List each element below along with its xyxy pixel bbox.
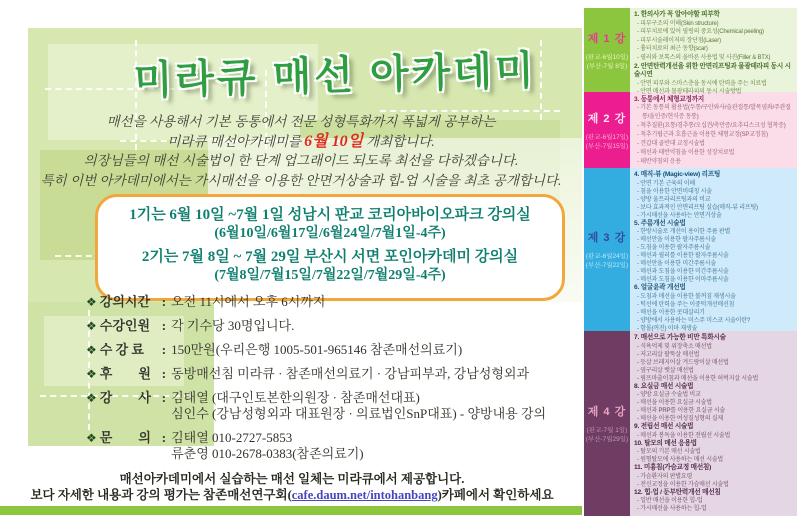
curriculum-section-4 xyxy=(584,331,797,516)
topic-heading: 2. 안면탄력개선을 위한 안면리프팅과 물광테라피 동시 시술시연 xyxy=(634,62,791,79)
topic-item: - 피부치료에 있어 필링의 중요성(Chemical peeling) xyxy=(637,29,764,36)
info-value-line: 150만원(우리은행 1005-501-965146 참존매선의료기) xyxy=(171,342,463,357)
topic-item: - 림프마출이침과 매선을 이용한 허벅지살 시술법 xyxy=(637,375,759,382)
schedule-box xyxy=(95,194,565,301)
topic-heading: 11. 미흉침(가슴교정 매선침) xyxy=(634,464,712,471)
topic-item: - 양방 요실금 수술법 비교 xyxy=(637,392,701,398)
diamond-bullet-icon: ❖ xyxy=(86,343,97,357)
topic-item: - 안면 기본 근육의 이해 xyxy=(637,180,696,187)
info-label: 후 원 xyxy=(99,366,151,381)
open-date-highlight: 6월 10일 xyxy=(304,132,364,150)
session1-line: 1기는 6월 10일 ~7월 1일 성남시 판교 코리아바이오파크 강의실 xyxy=(129,207,531,223)
info-value-line: 오전 11시에서 오후 6시까지 xyxy=(171,294,326,309)
topic-item: - 탈모의 기본 매선 시술법 xyxy=(637,449,701,455)
info-colon: : xyxy=(161,390,167,405)
info-value-line: 심인수 (강남성형외과 대표원장 · 의료법인SnP대표) - 양방내용 강의 xyxy=(171,406,547,421)
cafe-link[interactable]: cafe.daum.net/intohanbang xyxy=(291,488,438,502)
info-value-line: 김태열 (대구인토본한의원장 · 참존매선대표) xyxy=(171,390,420,405)
topic-item: - 양방 울트라리프팅과의 비교 xyxy=(637,196,711,203)
topic-heading: 4. 매직-뷰 (Magic-view) 리프팅 xyxy=(634,171,721,178)
info-colon: : xyxy=(161,342,167,357)
topic-heading: 6. 얼굴윤곽 개선법 xyxy=(634,284,686,291)
topic-item: - 양방에서 사용하는 미스주 미스코 시술이란? xyxy=(637,317,750,324)
info-values xyxy=(171,366,529,382)
bottom-green-bar xyxy=(0,506,582,515)
topic-item: - 피부시술레이저의 장단점(Laser) xyxy=(637,37,721,44)
info-value-line: 동방매선침 미라큐 · 참존매선의료기 · 강남피부과, 강남성형외과 xyxy=(171,366,530,381)
section-label-text: 제 1 강 xyxy=(587,32,627,45)
curriculum-section-2 xyxy=(584,92,797,168)
curriculum-panel xyxy=(584,8,797,516)
topic-item: - 매선과 PRP를 이용한 요실금 시술 xyxy=(637,408,726,414)
info-label: 강 사 xyxy=(99,390,151,405)
topic-item: - 흉터치료의 최근 동향(scar) xyxy=(637,46,708,53)
info-value-line: 김태열 010-2727-5853 xyxy=(171,430,293,445)
info-colon: : xyxy=(161,430,167,445)
topic-item: - 매선을 이용한 콧대살리기 xyxy=(637,309,705,316)
info-values xyxy=(171,390,546,422)
topic-item: - 가시매선을 사용하는 안면거상술 xyxy=(637,212,722,219)
topic-heading: 8. 요실금 매선 시술법 xyxy=(634,382,694,390)
topic-item: - 매선과 봉독을 이용한 전립선 시술법 xyxy=(637,432,731,439)
topic-item: - 척추기립근과 호흡근을 이용한 체형교정(SP교정침) xyxy=(637,132,768,138)
info-row-1 xyxy=(86,294,572,310)
topic-item: - 매선과 필러를 이용한 팔자주름시술 xyxy=(637,253,729,259)
diamond-bullet-icon: ❖ xyxy=(86,391,97,405)
topic-item: - 가슴환자의 판별요령 xyxy=(637,473,693,480)
topic-item: - 보다 효과적인 안면리프팅 실습(매직-뷰 리프팅) xyxy=(637,204,758,211)
footer-line2: 보다 자세한 내용과 강의 평가는 참존매선연구회(cafe.daum.net/intohanbang)카페에서 확인하세요 xyxy=(30,488,554,502)
section-date: (판교-6월10일) xyxy=(585,53,629,61)
info-value-line: 각 기수당 30명입니다. xyxy=(171,318,295,333)
info-values xyxy=(171,342,462,358)
section-content xyxy=(630,92,797,168)
poster-title: 미라큐 매선 아카데미 xyxy=(133,48,538,104)
topic-item: - 옆구리살 뱃살 매선법 xyxy=(637,367,694,374)
section-date: (부산-7월15일) xyxy=(585,142,629,150)
section-content xyxy=(630,168,797,331)
topic-item: - 척추질환(요통/경추통/오십견/측만증/요추디스크성 협착증) xyxy=(637,123,786,129)
info-row-3 xyxy=(86,342,572,358)
topic-item: - 등살 브래지어살 겨드랑이살 매선법 xyxy=(637,359,729,366)
topic-item: - 함몰(꺼진) 이마 재생술 xyxy=(637,325,698,332)
info-values xyxy=(171,318,294,334)
intro-paragraph xyxy=(25,112,577,190)
topic-item: - 도침과 매선을 이용한 볼꺼짐 재생시술 xyxy=(637,293,736,300)
section-label-text: 제 4 강 xyxy=(587,406,627,418)
info-label: 강의시간 xyxy=(99,294,150,309)
topic-heading: 9. 전립선 매선 시술법 xyxy=(634,423,694,430)
diamond-bullet-icon: ❖ xyxy=(86,295,97,309)
intro-line2: 미라큐 매선아카데미를 6월 10일 개최합니다. xyxy=(167,132,435,150)
topic-item: - 안면 피부와 스마스층을 동시에 탄력을 주는 치료법 xyxy=(637,80,767,87)
session1-dates: (6월10일/6월17일/6월24일/7월1일-4주) xyxy=(214,226,446,241)
topic-heading: 7. 매선으로 가능한 비만 특화시술 xyxy=(634,334,726,341)
section-content xyxy=(630,331,797,516)
info-row-2 xyxy=(86,318,572,334)
diamond-bullet-icon: ❖ xyxy=(86,319,97,333)
topic-heading: 5. 주름개선 시술법 xyxy=(634,219,686,227)
footer-line1: 매선아카데미에서 실습하는 매선 일체는 미라큐에서 제공합니다. xyxy=(119,472,465,486)
topic-item: - 매선을 이용한 요실금 시술법 xyxy=(637,400,712,406)
intro-line3: 의장님들의 매선 시술법이 한 단계 업그래이드 되도록 최선을 다하겠습니다. xyxy=(83,153,519,168)
topic-item: - 피부구조의 이해(Skin structure) xyxy=(637,20,719,27)
topic-item: - 전신교정을 이용한 가슴매선 시술법 xyxy=(637,481,729,488)
info-label: 수 강 료 xyxy=(99,342,144,357)
topic-item: - 매선만을 이용한 팔자주름시술 xyxy=(637,237,716,243)
info-row-6 xyxy=(86,430,572,462)
topic-item: - 매선과 도침을 이용한 미간주름시술 xyxy=(637,269,729,275)
topic-item: - 매선을 이용한 여성질성형의 실제 xyxy=(637,416,724,422)
diamond-bullet-icon: ❖ xyxy=(86,431,97,445)
topic-item: - 일반 매선을 이용한 힙-업 xyxy=(637,498,703,504)
section-label-4 xyxy=(584,331,630,516)
topic-item: - 한방시술로 개선이 용이한 주름 판별 xyxy=(637,229,731,235)
topic-item: - 식욕억제 및 위장축소 매선법 xyxy=(637,343,712,350)
topic-item: - 침을 이용한 안면비대칭 시술 xyxy=(637,188,712,195)
curriculum-section-3 xyxy=(584,168,797,331)
section-label-3 xyxy=(584,168,630,331)
section-label-text: 제 3 강 xyxy=(587,232,627,244)
section-label-1 xyxy=(584,8,630,92)
topic-item: - 기본 동통의 활용법(두통/구안와사/슬관절통/발목염좌/주관절통/울인증/현식증 동통) xyxy=(637,105,791,120)
info-colon: : xyxy=(161,318,167,333)
section-date: (부산-7월 8일) xyxy=(586,62,628,70)
info-colon: : xyxy=(161,294,167,309)
info-list xyxy=(86,294,572,470)
section-label-text: 제 2 강 xyxy=(587,112,627,125)
info-colon: : xyxy=(161,366,167,381)
topic-item: - 저고리살 팔뚝살 매선법 xyxy=(637,351,700,358)
section-content xyxy=(630,8,797,96)
topic-item: - 도침을 이용한 팔자주름시술 xyxy=(637,245,711,251)
section-date: (부산-7월29일) xyxy=(585,436,629,443)
info-values xyxy=(171,430,364,462)
section-date: (부산-7월22일) xyxy=(585,262,629,269)
topic-heading: 3. 동통에서 체형교정까지 xyxy=(634,96,705,103)
topic-item: - 원형탈모에 사용하는 매선 시술법 xyxy=(637,457,724,463)
section-date: (판교-6월24일) xyxy=(585,253,629,260)
topic-heading: 1. 한의사가 꼭 알아야할 피부학 xyxy=(634,11,720,18)
section-label-2 xyxy=(584,92,630,168)
topic-item: - 견갑대 골반대 교정시술법 xyxy=(637,141,705,147)
topic-heading: 12. 힙-업 / 둔부탄력개선 매선침 xyxy=(634,488,721,496)
info-value-line: 류춘영 010-2678-0383(참존의료기) xyxy=(171,446,364,461)
topic-item: - 매선만을 이용한 미간주름시술 xyxy=(637,261,716,267)
topic-item: - 안면 매선과 물광테라피의 동시 시술방법 xyxy=(637,89,742,96)
info-label: 수강인원 xyxy=(99,318,150,333)
poster-footer xyxy=(0,471,584,503)
diamond-bullet-icon: ❖ xyxy=(86,367,97,381)
section-date: (판교-6월17일) xyxy=(585,133,629,141)
info-row-4 xyxy=(86,366,572,382)
topic-heading: 10. 탈모의 매선 응용법 xyxy=(634,439,697,447)
info-values xyxy=(171,294,325,310)
intro-line1: 매선을 사용해서 기본 동통에서 전문 성형특화까지 폭넓게 공부하는 xyxy=(106,114,496,129)
curriculum-section-1 xyxy=(584,8,797,96)
session2-line: 2기는 7월 8일 ~ 7월 29일 부산시 서면 포인아카데미 강의실 xyxy=(141,249,519,265)
topic-item: - 태반약침의 응용 xyxy=(637,159,681,165)
info-label: 문 의 xyxy=(99,430,151,445)
topic-item: - 가시매선을 사용하는 힙-업 xyxy=(637,506,707,512)
topic-item: - 매선과 태반약침을 이용한 성장치료법 xyxy=(637,150,735,156)
section-date: (판교-7월 1일) xyxy=(586,427,628,434)
session2-dates: (7월8일/7월15일/7월22일/7월29일-4주) xyxy=(214,268,446,283)
info-row-5 xyxy=(86,390,572,422)
topic-item: - 매선과 도침을 이용한 이마주름시술 xyxy=(637,277,729,283)
intro-line4: 특히 이번 아카데미에서는 가시매선을 이용한 안면거상술과 힙-업 시술을 최초 공개합니다. xyxy=(40,172,562,188)
topic-item: - 필러와 보톡스의 올바른 사용법 및 사진(Filler & BTX) xyxy=(637,54,771,61)
topic-item: - 턱선에 탄력을 주는 이중턱개선매선침 xyxy=(637,301,735,308)
